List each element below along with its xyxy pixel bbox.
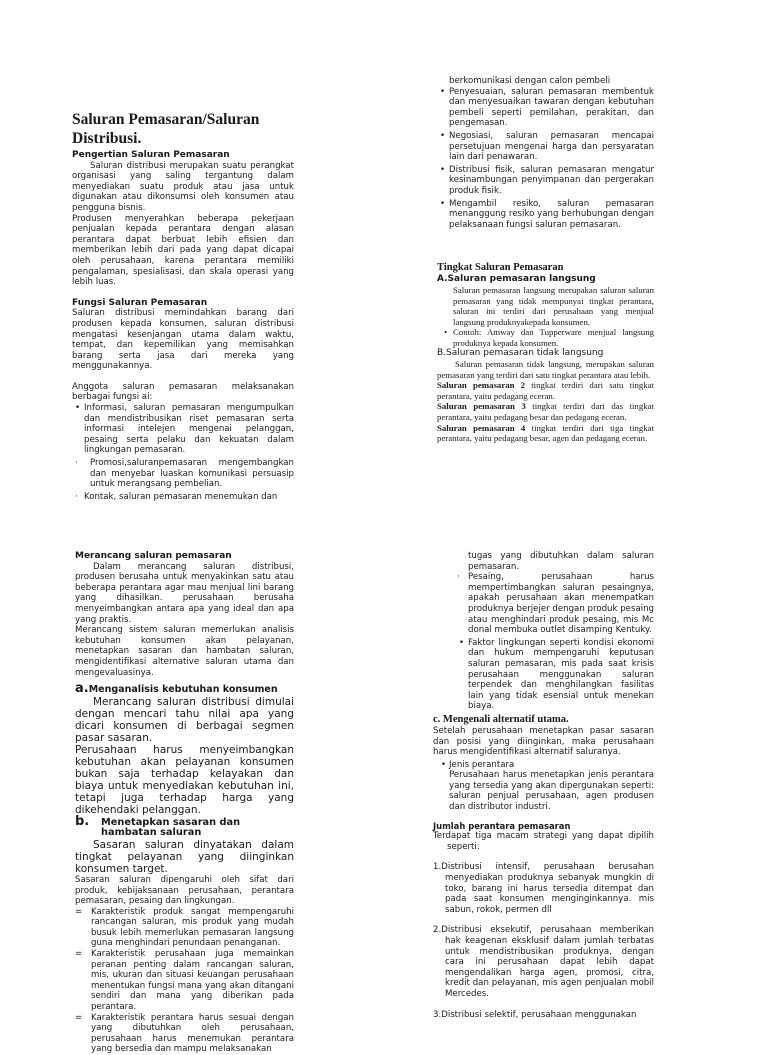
document-title: Saluran Pemasaran/Saluran Distribusi. xyxy=(72,111,260,147)
saluran-4-label: Saluran pemasaran 4 xyxy=(437,422,526,433)
saluran-2-label: Saluran pemasaran 2 xyxy=(437,380,526,391)
fungsi-heading: Fungsi Saluran Pemasaran xyxy=(72,297,208,308)
bullet-icon: • xyxy=(440,130,446,141)
tingkat-heading: Tingkat Saluran Pemasaran xyxy=(437,262,564,274)
subheading-b: B.Saluran pemasaran tidak langsung xyxy=(437,348,604,359)
pengertian-paragraph-1: Saluran distribusi merupakan suatu perangkat organisasi yang saling tergantung dalam menyediakan suatu produk atau jasa untuk digunakan atau dikonsumsi oleh konsumen atau pengguna bisnis. xyxy=(72,160,294,213)
subheading-a: A.Saluran pemasaran langsung xyxy=(437,274,596,285)
equals-marker: = xyxy=(75,1012,83,1023)
section-a-paragraph: Saluran pemasaran langsung merupakan saluran saluran pemasaran yang tidak mempunyai tingkat perantara, saluran ini terdiri dari perusahaan yang menjual langsung produknyakepada konsumen. xyxy=(453,284,654,327)
section-b-paragraph: Saluran pemasaran tidak langsung, merupakan saluran pemasaran yang terdiri dari satu tingkat perantara atau lebih. xyxy=(437,359,654,380)
bullet-icon: • xyxy=(441,759,447,770)
list-item: · Kontak, saluran pemasaran menemukan dan xyxy=(75,491,278,502)
bullet-icon: • xyxy=(459,637,465,648)
section-c-heading: c. Mengenali alternatif utama. xyxy=(433,713,569,725)
list-item: • Informasi, saluran pemasaran mengumpulkan dan mendistribusikan riset pemasaran serta informasi intelejen mengenai pelanggan, pesaing serta pelaku dan kekuatan dalam lingkungan pemasaran. xyxy=(75,403,294,456)
fungsi-paragraph-2: Anggota saluran pemasaran melaksanakan berbagai fungsi ai: xyxy=(72,381,294,403)
page1-left-column xyxy=(72,110,294,502)
equals-marker: = xyxy=(75,906,83,917)
section-b-paragraph-1: Sasaran saluran dinyatakan dalam tingkat pelayanan yang diinginkan konsumen target. xyxy=(75,838,294,875)
list-item: · Promosi,saluranpemasaran mengembangkan dan menyebar luaskan komunikasi persuasip untuk merangsang pembelian. xyxy=(75,458,294,490)
pengertian-heading: Pengertian Saluran Pemasaran xyxy=(72,150,230,160)
list-item: = Karakteristik perantara harus sesuai dengan yang dibutuhkan oleh perusahaan, perusahaan harus menemukan perantara yang bersedia dan mampu melaksanakan xyxy=(75,1012,294,1055)
bullet-icon: • xyxy=(440,198,446,209)
continuation-line: berkomunikasi dengan calon pembeli xyxy=(449,76,611,86)
jenis-heading: • Jenis perantara xyxy=(441,759,515,770)
strategy-item: 2.Distribusi eksekutif, perusahaan memberikan hak keagenan eksklusif dalam jumlah terbatas untuk mendistribusikan produknya, dengan cara ini perusahaan dapat lebih dapat mengendalikan harga agen, promosi, citra, kredit dan pelayanan, mis agen penjualan mobil Mercedes. xyxy=(433,925,654,999)
page2-left-column xyxy=(75,551,294,1055)
jumlah-intro: Terdapat tiga macam strategi yang dapat dipilih seperti: xyxy=(433,831,654,852)
bullet-icon: · xyxy=(75,458,78,469)
bullet-icon: · xyxy=(457,572,460,583)
page2-right-column xyxy=(433,551,654,1020)
section-a-heading: a.Menganalisis kebutuhan konsumen xyxy=(75,681,278,697)
saluran-3-paragraph: Saluran pemasaran 3 tingkat terdiri dari das tingkat perantara, yaitu pedagang besar dan pedagang eceran. xyxy=(437,401,654,423)
section-b-paragraph-2: Sasaran saluran dipengaruhi oleh sifat dari produk, kebijaksanaan perusahaan, perantara pemasaran, pesaing dan lingkungan. xyxy=(75,874,294,907)
saluran-2-paragraph: Saluran pemasaran 2 tingkat terdiri dari satu tingkat perantara, yaitu pedagang eceran. xyxy=(437,380,654,401)
list-item: • Contoh: Amway dan Tupperware menjual langsung produknya kepada konsumen. xyxy=(444,327,654,348)
page1-right-column xyxy=(437,76,654,444)
merancang-paragraph-2: Merancang sistem saluran memerlukan analisis kebutuhan konsumen akan pelayanan, menetapkan sasaran dan hambatan saluran, mengidentifikasi alternative saluran utama dan mengevaluasinya. xyxy=(75,625,294,678)
fungsi-paragraph-1: Saluran distribusi memindahkan barang dari produsen kepada konsumen, saluran distribusi mengatasi kesenjangan utama dalam waktu, tempat, dan kepemilikan yang memisahkan barang serta jasa dari mereka yang menggunakannya. xyxy=(72,308,294,372)
list-item: • Penyesuaian, saluran pemasaran membentuk dan menyesuaikan tawaran dengan kebutuhan pembeli seperti pemilahan, perakitan, dan pengemasan. xyxy=(440,86,654,129)
bullet-icon: • xyxy=(75,403,81,414)
section-a-paragraph-1: Merancang saluran distribusi dimulai dengan mencari tahu nilai apa yang dicari konsumen di berbagai segmen pasar sasaran. xyxy=(75,695,294,744)
list-item: = Karakteristik perusahaan juga memainkan peranan penting dalam rancangan saluran, mis, ukuran dan situasi keuangan perusahaan menentukan fungsi mana yang akan ditangani sendiri dan mana yang diberikan pada perantara. xyxy=(75,949,294,1013)
list-item: • Distribusi fisik, saluran pemasaran mengatur kesinambungan penyimpanan dan pergerakan produk fisik. xyxy=(440,164,654,196)
section-b-letter: b. xyxy=(75,813,90,829)
list-item: • Mengambil resiko, saluran pemasaran menanggung resiko yang berhubungan dengan pelaksanaan fungsi saluran pemasaran. xyxy=(440,198,654,230)
strategy-item: 3.Distribusi selektif, perusahaan menggunakan xyxy=(433,1009,637,1020)
jenis-paragraph: Perusahaan harus menetapkan jenis perantara yang tersedia yang akan dipergunakan seperti: saluran penjual perusahaan, agen produsen dan distributor industri. xyxy=(449,770,654,813)
merancang-heading: Merancang saluran pemasaran xyxy=(75,551,232,561)
list-item: • Faktor lingkungan seperti kondisi ekonomi dan hukum mempengaruhi keputusan saluran pemasaran, mis pada saat krisis perusahaan menggunakan saluran terpendek dan menghilangkan fasilitas lain yang tidak esensial untuk menekan biaya. xyxy=(459,637,654,712)
list-item: = Karakteristik produk sangat mempengaruhi rancangan saluran, mis produk yang mudah busuk lebih memerlukan pemasaran langsung guna menghindari penundaan penanganan. xyxy=(75,906,294,949)
saluran-3-label: Saluran pemasaran 3 xyxy=(437,401,526,412)
pengertian-paragraph-2: Produsen menyerahkan beberapa pekerjaan penjualan kepada perantara dengan alasan perantara dapat berbuat lebih efisien dan memberikan lebih dari pada yang dapat dicapai oleh perusahaan, karena perantara memiliki pengalaman, spesialisasi, dan skala operasi yang lebih luas. xyxy=(72,213,294,288)
saluran-4-paragraph: Saluran pemasaran 4 tingkat terdiri dari tiga tingkat perantara, yaitu pedagang besar, agen dan pedagang eceran. xyxy=(437,422,654,444)
list-item: • Negosiasi, saluran pemasaran mencapai persetujuan mengenai harga dan persyaratan lain dari penawaran. xyxy=(440,130,654,163)
bullet-icon: • xyxy=(440,164,446,175)
strategy-item: 1.Distribusi intensif, perusahaan berusahan menyediakan produknya sebanyak mungkin di toko, barang ini harus tersedia ditempat dan pada saat konsumen menginginkannya. mis sabun, rokok, permen dll xyxy=(433,862,654,915)
bullet-icon: • xyxy=(440,86,446,97)
section-b-heading: b. Menetapkan sasaran dan hambatan saluran xyxy=(75,813,241,839)
bullet-icon: · xyxy=(75,491,78,502)
list-item: · Pesaing, perusahaan harus mempertimbangkan saluran pesaingnya, apakah perusahaan akan menempatkan produknya berjejer dengan produk pesaing atau menghindari produk pesaing, mis Mc donal membuka outlet disamping Kentuky. xyxy=(457,572,654,636)
continuation-line: tugas yang dibutuhkan dalam saluran pemasaran. xyxy=(468,551,654,572)
equals-marker: = xyxy=(75,949,83,960)
bullet-icon: • xyxy=(444,327,448,338)
jumlah-heading: Jumlah perantara pemasaran xyxy=(433,820,571,831)
section-a-letter: a. xyxy=(75,681,89,697)
section-a-paragraph-2: Perusahaan harus menyeimbangkan kebutuhan akan pelayanan konsumen bukan saja terhadap kelayakan dan biaya untuk menyediakan kebutuhan ini, tetapi juga terhadap harga yang dikehendaki pelanggan. xyxy=(75,743,294,816)
section-c-paragraph: Setelah perusahaan menetapkan pasar sasaran dan posisi yang diinginkan, maka perusahaan harus mengidentifikasi alternatif saluranya. xyxy=(433,725,654,758)
merancang-paragraph-1: Dalam merancang saluran distribusi, produsen berusaha untuk menyakinkan satu atau beberapa perantara agar mau menjual lini barang yang dihasilkan. perusahaan berusaha menyeimbangkan antara apa yang ideal dan apa yang praktis. xyxy=(75,561,294,625)
